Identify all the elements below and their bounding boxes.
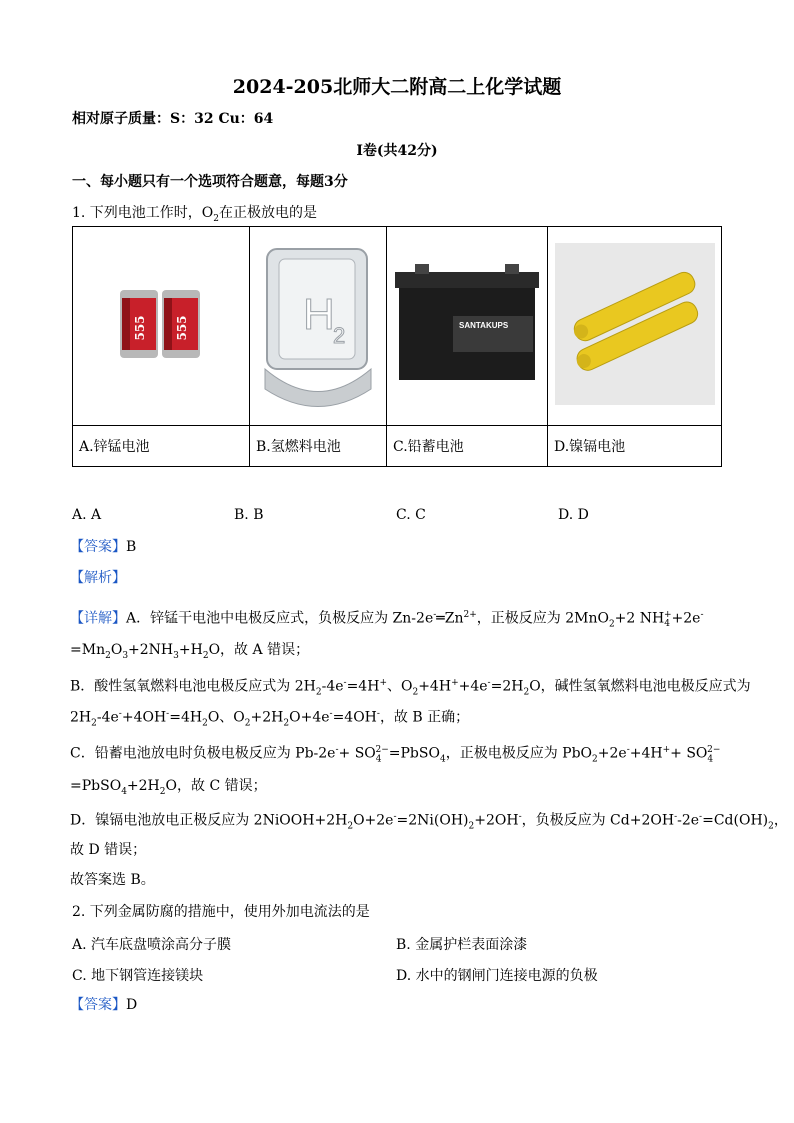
detail-line-1: 【详解】A．锌锰干电池中电极反应式，负极反应为 $Zn-2e^-═Zn^{2+}$，正极反应为 2MnO$_2$+2 $NH_4^++2e^-$ bbox=[70, 610, 704, 630]
detail-line-3: B．酸性氢氧燃料电池电极反应式为 $2H_2-4e^-=4H^+$、$O_2+4H^++4e^-=2H_2O$，碱性氢氧燃料电池电极反应式为 bbox=[70, 678, 751, 698]
q1-choice-b: B. B bbox=[234, 507, 264, 523]
q1-answer bbox=[70, 538, 136, 556]
section-heading: I卷(共42分) bbox=[356, 143, 438, 159]
detail-line-9: 故答案选 B。 bbox=[70, 872, 155, 888]
analysis-tag: 【解析】 bbox=[70, 570, 126, 586]
detail-line-4: $2H_2-4e^-+4OH^-=4H_2O$、$O_2+2H_2O+4e^-=4OH^-$，故 B 正确； bbox=[70, 709, 470, 729]
battery-brand-text: 555 bbox=[133, 315, 147, 341]
hydrogen-fuel-cell-icon bbox=[259, 239, 377, 409]
q1-stem-sub: 2 bbox=[213, 213, 220, 224]
q2-choice-c: C. 地下钢管连接镁块 bbox=[72, 968, 204, 984]
answer-tag: 【答案】 bbox=[70, 539, 126, 555]
q1-choice-c: C. C bbox=[396, 507, 426, 523]
option-d-label: D.镍镉电池 bbox=[548, 426, 722, 467]
q2-choice-d: D. 水中的钢闸门连接电源的负极 bbox=[396, 968, 598, 984]
nickel-cadmium-battery-icon bbox=[551, 239, 719, 409]
detail-line-5: C．铅蓄电池放电时负极电极反应为 $Pb-2e^-+ SO_4^{2-}=PbSO_4$，正极电极反应为 $PbO_2+2e^-+4H^++ SO_4^{2-}$ bbox=[70, 745, 721, 765]
detail-line-7: D．镍镉电池放电正极反应为 $2NiOOH+2H_2O+2e^-=2Ni(OH)_2+2OH^-$，负极反应为 $Cd+2OH^--2e^-=Cd(OH)_2$， bbox=[70, 812, 788, 832]
q1-choice-d: D. D bbox=[558, 507, 589, 523]
q1-options-table bbox=[72, 226, 722, 467]
detail-line-6: $=PbSO_4+2H_2O$，故 C 错误； bbox=[70, 778, 267, 797]
atomic-mass-line: 相对原子质量：S：32 Cu：64 bbox=[72, 111, 274, 127]
option-a-label: A.锌锰电池 bbox=[73, 426, 250, 467]
answer-value: B bbox=[126, 539, 137, 555]
page-title: 2024-205北师大二附高二上化学试题 bbox=[232, 76, 562, 98]
q2-answer-value: D bbox=[126, 997, 138, 1013]
option-c-label: C.铅蓄电池 bbox=[387, 426, 548, 467]
fuel-cell-h-label: H bbox=[303, 290, 335, 339]
q2-stem: 2. 下列金属防腐的措施中，使用外加电流法的是 bbox=[72, 904, 370, 920]
option-a-image-cell bbox=[73, 227, 250, 426]
q2-answer bbox=[70, 996, 137, 1014]
option-c-image-cell bbox=[387, 227, 548, 426]
zinc-manganese-battery-icon bbox=[116, 284, 206, 364]
q1-stem-end: 在正极放电的是 bbox=[219, 205, 318, 221]
option-d-image-cell bbox=[548, 227, 722, 426]
lead-acid-battery-icon bbox=[393, 260, 541, 388]
q2-choice-b: B. 金属护栏表面涂漆 bbox=[396, 937, 528, 953]
part-one-heading: 一、每小题只有一个选项符合题意，每题3分 bbox=[72, 174, 348, 190]
q1-stem bbox=[72, 204, 317, 228]
q2-choice-a: A. 汽车底盘喷涂高分子膜 bbox=[72, 937, 232, 953]
detail-line-2: $=Mn_2O_3+2NH_3+H_2O$，故 A 错误； bbox=[70, 642, 310, 661]
option-b-label: B.氢燃料电池 bbox=[250, 426, 387, 467]
detail-line-8: 故 D 错误； bbox=[70, 842, 147, 858]
q2-answer-tag: 【答案】 bbox=[70, 997, 126, 1013]
lead-battery-brand: SANTAKUPS bbox=[459, 321, 509, 330]
option-b-image-cell bbox=[250, 227, 387, 426]
detail-tag: 【详解】 bbox=[70, 610, 126, 627]
q1-stem-start: 1. 下列电池工作时，O bbox=[72, 205, 214, 221]
fuel-cell-sub-label: 2 bbox=[333, 323, 346, 348]
q1-choice-a: A. A bbox=[72, 507, 102, 523]
svg-text:555: 555 bbox=[175, 315, 189, 341]
